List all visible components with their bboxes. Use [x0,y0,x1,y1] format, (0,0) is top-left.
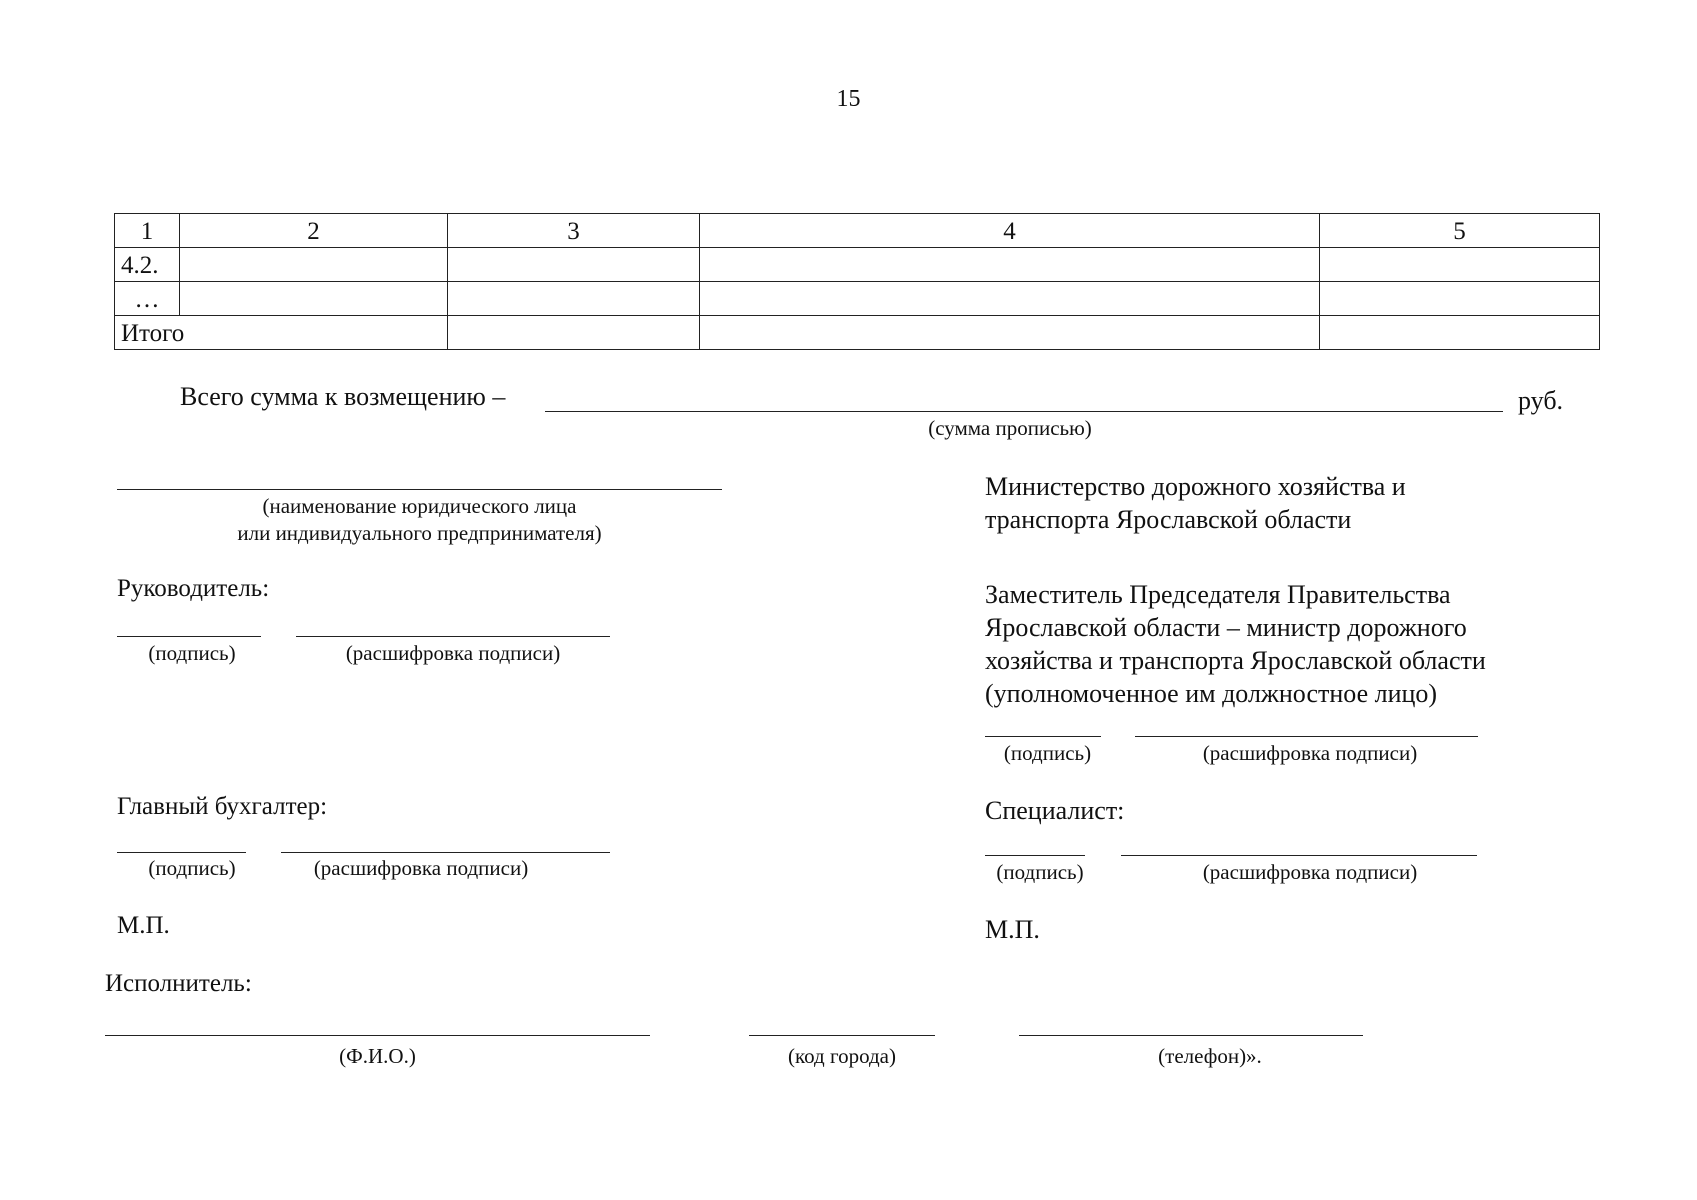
head-sign-line [117,636,261,637]
table-row [115,282,1600,316]
total-amount-line [545,411,1503,412]
table-cell [180,248,448,282]
entity-name-caption-1: (наименование юридического лица [262,494,577,518]
official-sign-line [985,736,1101,737]
entity-name-line [117,489,722,490]
table-cell [1320,316,1600,350]
table-cell [1320,248,1600,282]
row-number: … [115,282,180,316]
official-sign-caption: (подпись) [1003,741,1092,765]
accountant-sign-line [117,852,246,853]
specialist-label: Специалист: [985,796,1125,825]
executor-city-code-caption: (код города) [788,1044,896,1068]
total-amount-caption: (сумма прописью) [928,416,1092,440]
compensation-table [114,213,1600,350]
specialist-sign-caption: (подпись) [996,860,1084,884]
table-cell [700,282,1320,316]
page-number: 15 [836,86,861,112]
executor-phone-line [1019,1035,1363,1036]
ministry-line-2: транспорта Ярославской области [985,505,1352,534]
total-amount-unit: руб. [1518,386,1564,415]
official-line-2: Ярославской области – министр дорожного [985,613,1467,642]
header-cell: 1 [115,214,180,248]
specialist-decode-line [1121,855,1477,856]
header-cell: 2 [180,214,448,248]
official-line-3: хозяйства и транспорта Ярославской области [985,646,1486,675]
table-cell [700,316,1320,350]
ministry-line-1: Министерство дорожного хозяйства и [985,472,1406,501]
row-number: 4.2. [115,248,180,282]
table-cell [448,282,700,316]
accountant-decode-caption: (расшифровка подписи) [313,856,529,880]
executor-phone-caption: (телефон)». [1158,1044,1262,1068]
header-cell: 4 [700,214,1320,248]
official-decode-line [1135,736,1478,737]
head-label: Руководитель: [117,575,270,602]
total-amount-label: Всего сумма к возмещению – [180,382,506,411]
header-cell: 3 [448,214,700,248]
table-total-row [115,316,1600,350]
table-cell [180,282,448,316]
total-row-label: Итого [115,316,448,350]
table-cell [1320,282,1600,316]
executor-name-line [105,1035,650,1036]
entity-name-caption-2: или индивидуального предпринимателя) [237,521,602,545]
accountant-decode-line [281,852,610,853]
head-decode-caption: (расшифровка подписи) [345,641,561,665]
head-decode-line [296,636,610,637]
table-cell [448,248,700,282]
official-decode-caption: (расшифровка подписи) [1202,741,1418,765]
table-row [115,248,1600,282]
accountant-label: Главный бухгалтер: [117,793,328,820]
executor-name-caption: (Ф.И.О.) [339,1044,416,1068]
specialist-sign-line [985,855,1085,856]
executor-city-code-line [749,1035,935,1036]
header-cell: 5 [1320,214,1600,248]
specialist-decode-caption: (расшифровка подписи) [1202,860,1418,884]
accountant-sign-caption: (подпись) [148,856,236,880]
head-sign-caption: (подпись) [148,641,236,665]
official-line-1: Заместитель Председателя Правительства [985,580,1451,609]
table-cell [700,248,1320,282]
table-header-row [115,214,1600,248]
official-line-4: (уполномоченное им должностное лицо) [985,679,1438,708]
executor-label: Исполнитель: [105,970,252,997]
right-stamp-label: М.П. [985,915,1040,944]
table-cell [448,316,700,350]
left-stamp-label: М.П. [117,912,170,939]
